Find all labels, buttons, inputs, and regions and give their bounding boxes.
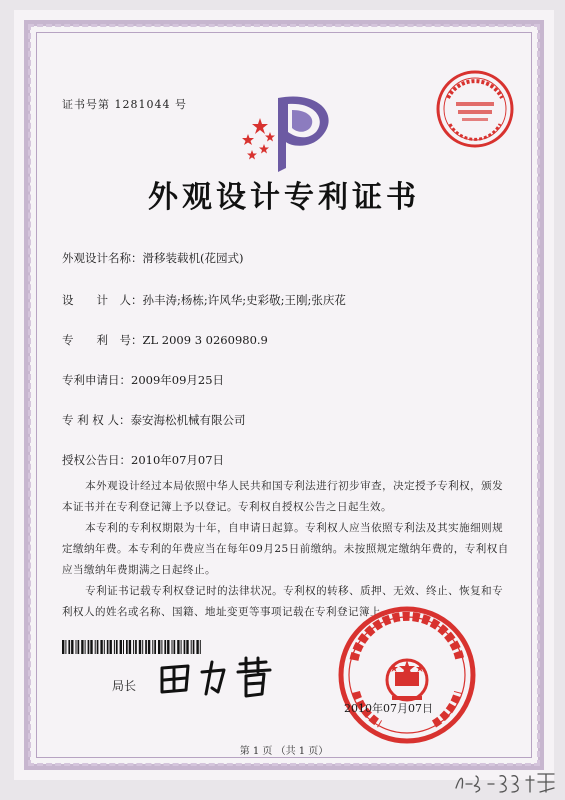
- barcode-bar: [68, 640, 70, 654]
- barcode-bar: [76, 640, 77, 654]
- certificate-title: 外观设计专利证书: [148, 180, 420, 215]
- barcode-bar: [126, 640, 128, 654]
- filing-date-label: 专利申请日：: [62, 373, 131, 387]
- barcode-bar: [88, 640, 90, 654]
- barcode-bar: [81, 640, 83, 654]
- barcode-bar: [85, 640, 86, 654]
- page-number: 第 1 页 （共 1 页）: [239, 746, 329, 757]
- designer-label: 设 计 人：: [62, 293, 143, 307]
- body-paragraph-2: 本专利的专利权期限为十年，自申请日起算。专利权人应当依照专利法及其实施细则规定缴纳年费。本专利的年费应当在每年09月25日前缴纳。未按照规定缴纳年费的，专利权自应当缴纳年费期满之日起终止。: [62, 522, 509, 576]
- barcode-bar: [116, 640, 118, 654]
- barcode-bar: [90, 640, 92, 654]
- barcode-bar: [95, 640, 96, 654]
- barcode-bar: [123, 640, 124, 654]
- barcode-bar: [97, 640, 99, 654]
- grant-date-value: 2010年07月07日: [131, 453, 225, 467]
- certificate-number-label: 证书号第: [62, 98, 110, 111]
- patentee-label: 专 利 权 人：: [62, 413, 131, 427]
- barcode-bar: [120, 640, 122, 654]
- director-signature: [154, 650, 294, 700]
- design-name-value: 滑移装载机(花园式): [142, 251, 244, 265]
- barcode-bar: [114, 640, 115, 654]
- handwritten-note: [450, 768, 560, 796]
- body-paragraph-1: 本外观设计经过本局依照中华人民共和国专利法进行初步审查，决定授予专利权，颁发本证书并在专利登记簿上予以登记。专利权自授权公告之日起生效。: [62, 480, 504, 513]
- designer-value: 孙丰涛;杨栋;许风华;史彩敬;王刚;张庆花: [142, 293, 346, 307]
- barcode-bar: [145, 640, 147, 654]
- director-label: 局长: [112, 679, 137, 693]
- designer-field: [62, 292, 346, 308]
- barcode-bar: [100, 640, 102, 654]
- barcode-bar: [110, 640, 112, 654]
- design-name-field: [62, 250, 243, 266]
- barcode-bar: [129, 640, 131, 654]
- grant-date-field: [62, 452, 224, 468]
- barcode-bar: [107, 640, 109, 654]
- certificate-page: [14, 10, 554, 780]
- body-paragraph-3: 专利证书记载专利权登记时的法律状况。专利权的转移、质押、无效、终止、恢复和专利权人的姓名或名称、国籍、地址变更等事项记载在专利登记簿上。: [62, 585, 504, 618]
- filing-date-value: 2009年09月25日: [131, 373, 225, 387]
- barcode-bar: [142, 640, 143, 654]
- barcode-bar: [62, 640, 64, 654]
- seal-stamp-bottom: [332, 600, 482, 750]
- grant-date-label: 授权公告日：: [62, 453, 131, 467]
- patent-office-logo: [230, 76, 350, 176]
- barcode-bar: [135, 640, 137, 654]
- certificate-number-suffix: 号: [175, 98, 187, 111]
- patent-number-label: 专 利 号：: [62, 333, 143, 347]
- barcode-bar: [104, 640, 105, 654]
- barcode-bar: [71, 640, 73, 654]
- certificate-number: [62, 96, 187, 112]
- barcode-bar: [78, 640, 80, 654]
- barcode-bar: [65, 640, 66, 654]
- barcode-bar: [148, 640, 150, 654]
- patent-number-value: ZL 2009 3 0260980.9: [142, 333, 268, 347]
- design-name-label: 外观设计名称：: [62, 251, 143, 265]
- patent-number-field: [62, 332, 268, 348]
- issue-date: 2010年07月07日: [344, 702, 433, 715]
- certificate-number-value: 1281044: [114, 98, 171, 111]
- filing-date-field: [62, 372, 224, 388]
- patentee-field: [62, 412, 245, 428]
- barcode-bar: [139, 640, 141, 654]
- seal-stamp-top: [434, 68, 516, 150]
- barcode-bar: [133, 640, 134, 654]
- patentee-value: 泰安海松机械有限公司: [130, 413, 246, 427]
